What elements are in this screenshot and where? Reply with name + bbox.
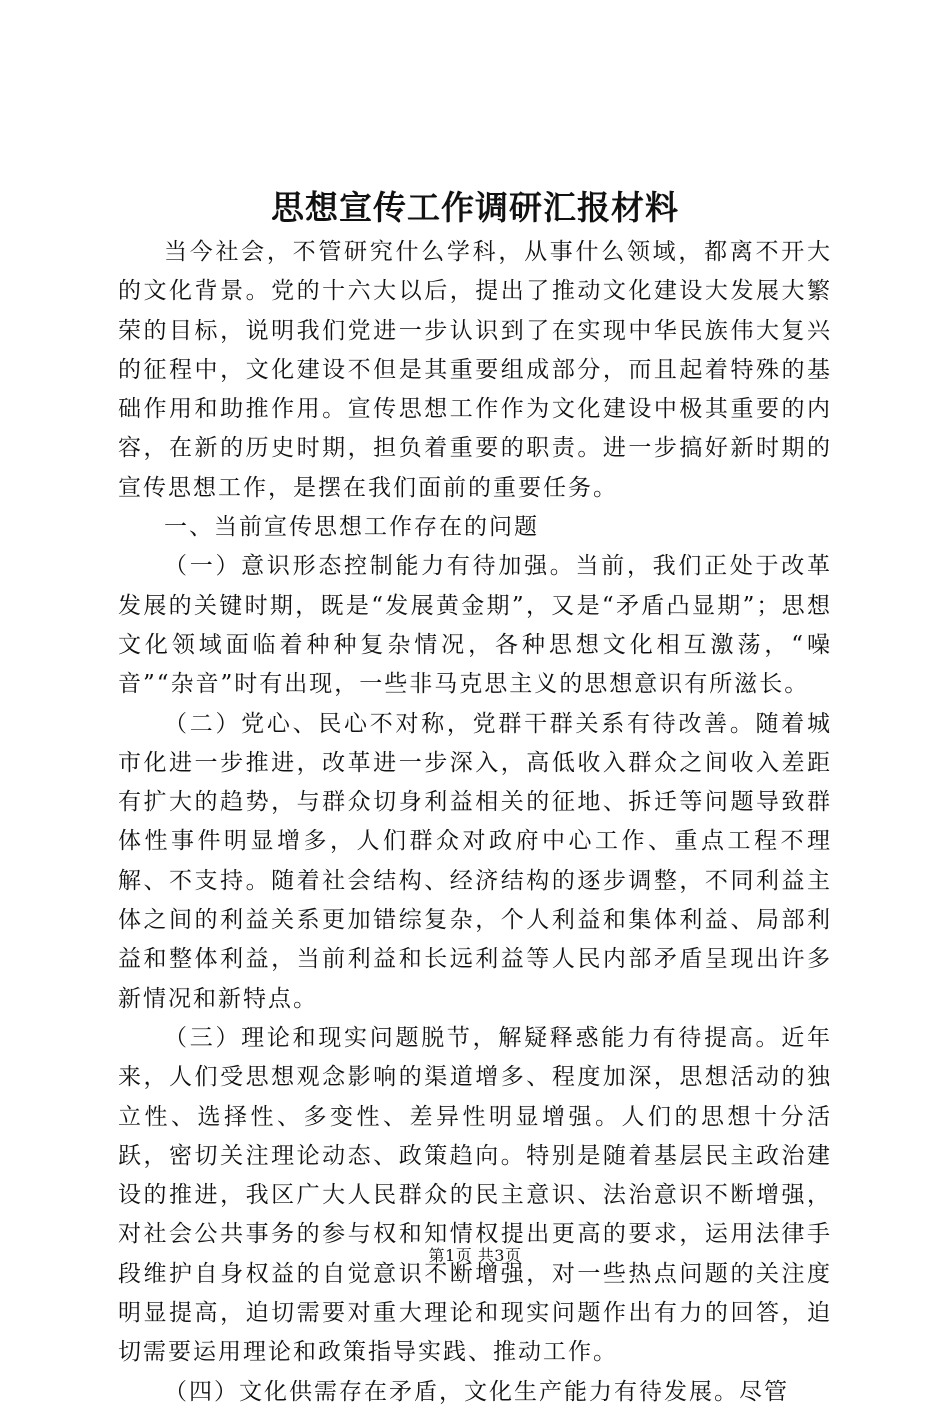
paragraph-item-2: （二）党心、民心不对称，党群干群关系有待改善。随着城市化进一步推进，改革进一步深入，高低收入群众之间收入差距有扩大的趋势，与群众切身利益相关的征地、拆迁等问题导致群体性事件明显增多，人们群众对政府中心工作、重点工程不理解、不支持。随着社会结构、经济结构的逐步调整，不同利益主体之间的利益关系更加错综复杂，个人利益和集体利益、局部利益和整体利益，当前利益和长远利益等人民内部矛盾呈现出许多新情况和新特点。: [118, 710, 832, 1012]
page-footer: 第1页 共3页: [428, 1246, 522, 1265]
section-heading: 一、当前宣传思想工作存在的问题: [164, 514, 539, 541]
paragraph-item-3: （三）理论和现实问题脱节，解疑释惑能力有待提高。近年来，人们受思想观念影响的渠道增多、程度加深，思想活动的独立性、选择性、多变性、差异性明显增强。人们的思想十分活跃，密切关注理论动态、政策趋向。特别是随着基层民主政治建设的推进，我区广大人民群众的民主意识、法治意识不断增强，对社会公共事务的参与权和知情权提出更高的要求，运用法律手段维护自身权益的自觉意识不断增强，对一些热点问题的关注度明显提高，迫切需要对重大理论和现实问题作出有力的回答，迫切需要运用理论和政策指导实践、推动工作。: [118, 1024, 832, 1366]
document-title: 思想宣传工作调研汇报材料: [271, 188, 679, 227]
document-body: [118, 233, 832, 1412]
paragraph-item-4: （四）文化供需存在矛盾，文化生产能力有待发展。尽管: [164, 1378, 789, 1405]
paragraph-item-1: （一）意识形态控制能力有待加强。当前，我们正处于改革发展的关键时期，既是“发展黄金期”，又是“矛盾凸显期”；思想文化领域面临着种种复杂情况，各种思想文化相互激荡，“噪音”“杂音”时有出现，一些非马克思主义的思想意识有所滋长。: [118, 553, 832, 698]
paragraph-intro: 当今社会，不管研究什么学科，从事什么领域，都离不开大的文化背景。党的十六大以后，提出了推动文化建设大发展大繁荣的目标，说明我们党进一步认识到了在实现中华民族伟大复兴的征程中，文化建设不但是其重要组成部分，而且起着特殊的基础作用和助推作用。宣传思想工作作为文化建设中极其重要的内容，在新的历史时期，担负着重要的职责。进一步搞好新时期的宣传思想工作，是摆在我们面前的重要任务。: [118, 239, 832, 501]
